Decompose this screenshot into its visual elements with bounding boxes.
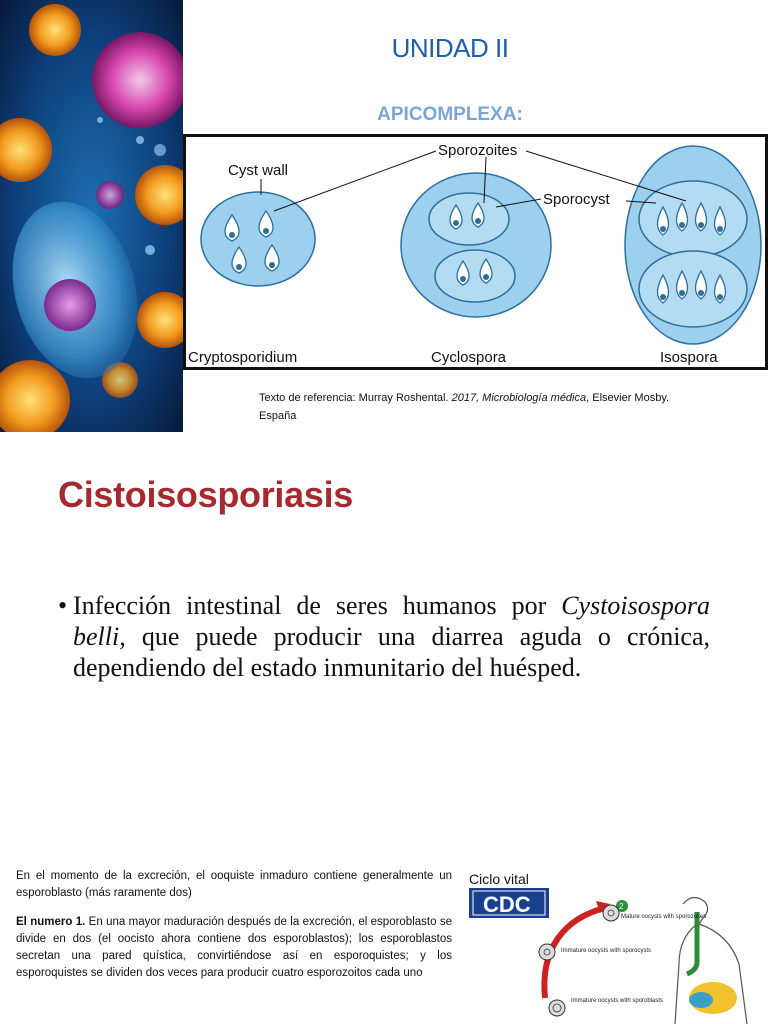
label-sporozoites: Sporozoites (438, 142, 518, 159)
label-cyclospora: Cyclospora (431, 349, 507, 366)
section-subtitle: APICOMPLEXA: (377, 104, 523, 125)
cycle-figure-title: Ciclo vital (469, 871, 529, 887)
cycle-paragraph-2 (16, 914, 452, 982)
label-cryptosporidium: Cryptosporidium (188, 349, 298, 366)
label-sporocyst: Sporocyst (543, 191, 610, 208)
reference-citation (259, 389, 699, 425)
virus-illustration (0, 0, 183, 432)
reference-prefix: Texto de referencia: Murray Roshental. (259, 392, 452, 404)
gut-path (687, 912, 697, 974)
label-immature-sporocysts: Immature oocysts with sporocysts (561, 948, 652, 954)
step-number-label: El numero 1. (16, 916, 86, 928)
label-immature-sporoblasts: Immature oocysts with sporoblasts (571, 998, 664, 1004)
step-2-number: 2 (619, 902, 624, 911)
bullet-species: Cystoisospora belli, (73, 591, 710, 651)
mature-oocyst-icon (603, 905, 619, 921)
unit-title: UNIDAD II (391, 33, 509, 63)
immature-oocyst-sporocysts-icon (539, 944, 555, 960)
life-cycle-description (16, 868, 452, 994)
bullet-text-after: que puede producir una diarrea aguda o crónica, dependiendo del estado inmunitario del huésped. (73, 622, 710, 682)
cdc-life-cycle-figure (465, 868, 768, 1024)
bullet-symbol: • (58, 591, 68, 620)
definition-bullet (58, 590, 710, 683)
immature-oocyst-sporoblasts-icon (549, 1000, 565, 1016)
oocyst-diagram (183, 134, 768, 370)
label-cyst-wall: Cyst wall (228, 162, 289, 179)
reference-book: 2017, Microbiología médica (451, 392, 587, 404)
reference-suffix: , Elsevier Mosby. España (259, 392, 670, 422)
disease-title: Cistoisosporiasis (58, 474, 353, 515)
cryptosporidium-oocyst (201, 192, 315, 286)
bullet-text-before: Infección intestinal de seres humanos por (73, 591, 562, 620)
cdc-logo-text: CDC (483, 892, 531, 917)
cycle-paragraph-1: En el momento de la excreción, el ooquiste inmaduro contiene generalmente un esporoblasto (más raramente dos) (16, 870, 452, 899)
cycle-paragraph-2-text: En una mayor maduración después de la excreción, el esporoblasto se divide en dos (el oocisto ahora contiene dos esporoblastos); los esporoblastos secretan una pared quística, convirtiéndose así en esporoquistes; y los esporoquistes se dividen dos veces para producir cuatro esporozoitos cada uno (16, 916, 452, 979)
label-mature-oocysts: Mature oocysts with sporozoites (621, 914, 707, 920)
label-isospora: Isospora (660, 349, 718, 366)
